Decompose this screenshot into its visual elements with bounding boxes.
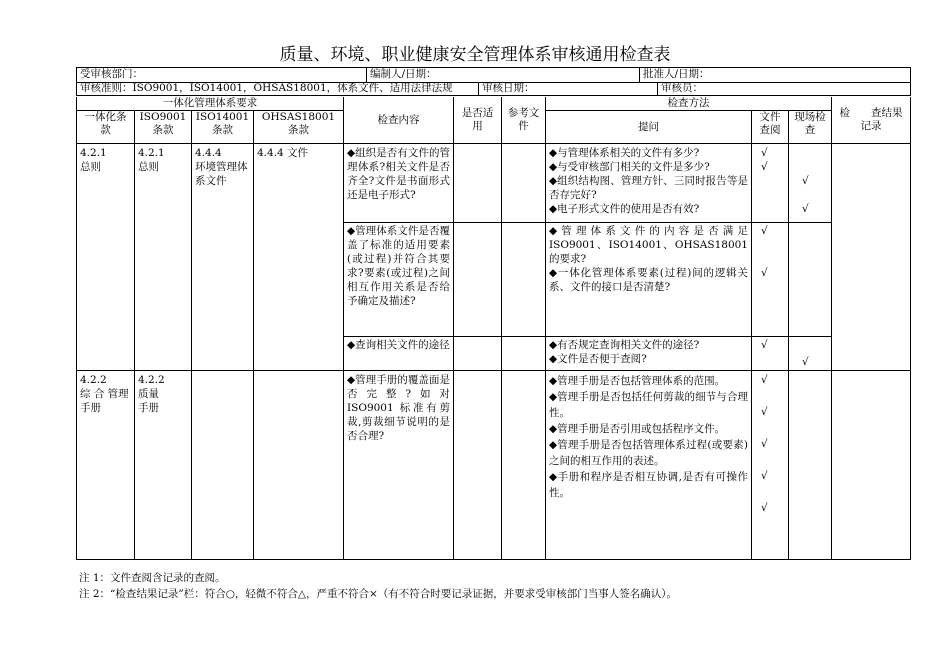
question-cell: ◆管理手册是否包括管理体系的范围。 ◆管理手册是否包括任何剪裁的细节与合理性。 ◆管理手册是否引用或包括程序文件。 ◆管理手册是否包括管理体系过程(或要素)之间的相互作用的表述。 ◆手册和程序是否相互协调,是否有可操作性。 [546, 371, 752, 560]
check-mark: √ [802, 175, 809, 187]
check-mark: √ [761, 470, 768, 482]
table-row [77, 371, 911, 560]
criteria-label: 审核准则：ISO9001，ISO14001，OHSAS18001，体系文件、适用法律法规 [77, 82, 479, 96]
audited-dept-label: 受审核部门： [77, 68, 367, 83]
check-mark: √ [761, 161, 768, 173]
doc-review-cell [752, 337, 789, 371]
prepared-by-label: 编制人/日期： [367, 68, 640, 83]
check-mark: √ [761, 147, 768, 159]
ohsas-header: OHSAS18001条款 [254, 111, 344, 144]
info-table [76, 67, 911, 83]
check-mark: √ [761, 267, 768, 279]
note-1: 注 1：文件查阅含记录的查阅。 [79, 572, 226, 584]
iso9001-cell: 4.2.1 总则 [135, 144, 192, 371]
content-cell: ◆管理手册的覆盖面是否完整?如对ISO9001 标准有剪裁,剪裁细节说明的是否合理? [344, 371, 454, 560]
check-mark: √ [802, 203, 809, 215]
applicable-header: 是否适用 [454, 97, 502, 144]
applicable-cell [454, 144, 502, 223]
content-header: 检查内容 [344, 97, 454, 144]
site-check-cell [789, 337, 832, 371]
applicable-cell [454, 223, 502, 337]
iso14001-cell [192, 371, 254, 560]
page-title: 质量、环境、职业健康安全管理体系审核通用检查表 [279, 45, 671, 65]
doc-review-cell [752, 223, 789, 337]
site-check-cell [789, 144, 832, 223]
question-cell: ◆与管理体系相关的文件有多少? ◆与受审核部门相关的文件是多少? ◆组织结构图、管理方针、三同时报告等是否存完好? ◆电子形式文件的使用是否有效? [546, 144, 752, 223]
iso14001-header: ISO14001条款 [192, 111, 254, 144]
method-header: 检查方法 [546, 97, 832, 111]
notes [79, 570, 677, 602]
content-cell: ◆管理体系文件是否覆盖了标准的适用要素(或过程)并符合其要求?要素(或过程)之间相互作用关系是否给予确定及描述? [344, 223, 454, 337]
applicable-cell [454, 337, 502, 371]
reference-cell [502, 371, 546, 560]
doc-review-cell [752, 371, 789, 560]
reference-cell [502, 337, 546, 371]
doc-review-header: 文件查阅 [752, 111, 789, 144]
question-cell: ◆有否规定查询相关文件的途径? ◆文件是否便于查阅? [546, 337, 752, 371]
check-mark: √ [761, 502, 768, 514]
iso14001-cell: 4.4.4 环境管理体系文件 [192, 144, 254, 371]
content-cell: ◆查询相关文件的途径 [344, 337, 454, 371]
table-row [77, 144, 911, 223]
integrated-req-header: 一体化管理体系要求 [77, 97, 344, 111]
question-header: 提问 [546, 111, 752, 144]
auditor-label: 审核员： [658, 82, 911, 96]
site-check-cell [789, 223, 832, 337]
site-check-header: 现场检查 [789, 111, 832, 144]
integrated-clause-cell: 4.2.2 综 合 管理手册 [77, 371, 135, 560]
audit-date-label: 审核日期： [479, 82, 658, 96]
integrated-clause-cell: 4.2.1 总则 [77, 144, 135, 371]
ohsas-cell: 4.4.4 文件 [254, 144, 344, 371]
reference-cell [502, 144, 546, 223]
check-mark: √ [761, 225, 768, 237]
site-check-cell [789, 371, 832, 560]
check-mark: √ [761, 438, 768, 450]
info-table-2 [76, 82, 911, 96]
result-cell [832, 371, 911, 560]
result-header: 检 查结果记录 [832, 97, 911, 144]
applicable-cell [454, 371, 502, 560]
result-cell [832, 144, 911, 371]
content-cell: ◆组织是否有文件的管理体系?相关文件是否齐全?文件是书面形式还是电子形式? [344, 144, 454, 223]
check-mark: √ [761, 339, 768, 351]
iso9001-cell: 4.2.2 质量 手册 [135, 371, 192, 560]
question-cell: ◆管理体系文件的内容是否满足ISO9001、ISO14001、OHSAS18001的要求? ◆一体化管理体系要素(过程)间的逻辑关系、文件的接口是否清楚? [546, 223, 752, 337]
check-mark: √ [761, 406, 768, 418]
checklist-table [76, 97, 911, 560]
ohsas-cell [254, 371, 344, 560]
integrated-clause-header: 一体化条款 [77, 111, 135, 144]
approved-by-label: 批准人/日期： [640, 68, 911, 83]
check-mark: √ [802, 356, 809, 368]
reference-header: 参考文件 [502, 97, 546, 144]
note-2: 注 2：“检查结果记录”栏：符合○，轻微不符合△，严重不符合×（有不符合时要记录证据，并要求受审核部门当事人签名确认）。 [79, 588, 678, 600]
check-mark: √ [761, 374, 768, 386]
iso9001-header: ISO9001条款 [135, 111, 192, 144]
doc-review-cell [752, 144, 789, 223]
reference-cell [502, 223, 546, 337]
